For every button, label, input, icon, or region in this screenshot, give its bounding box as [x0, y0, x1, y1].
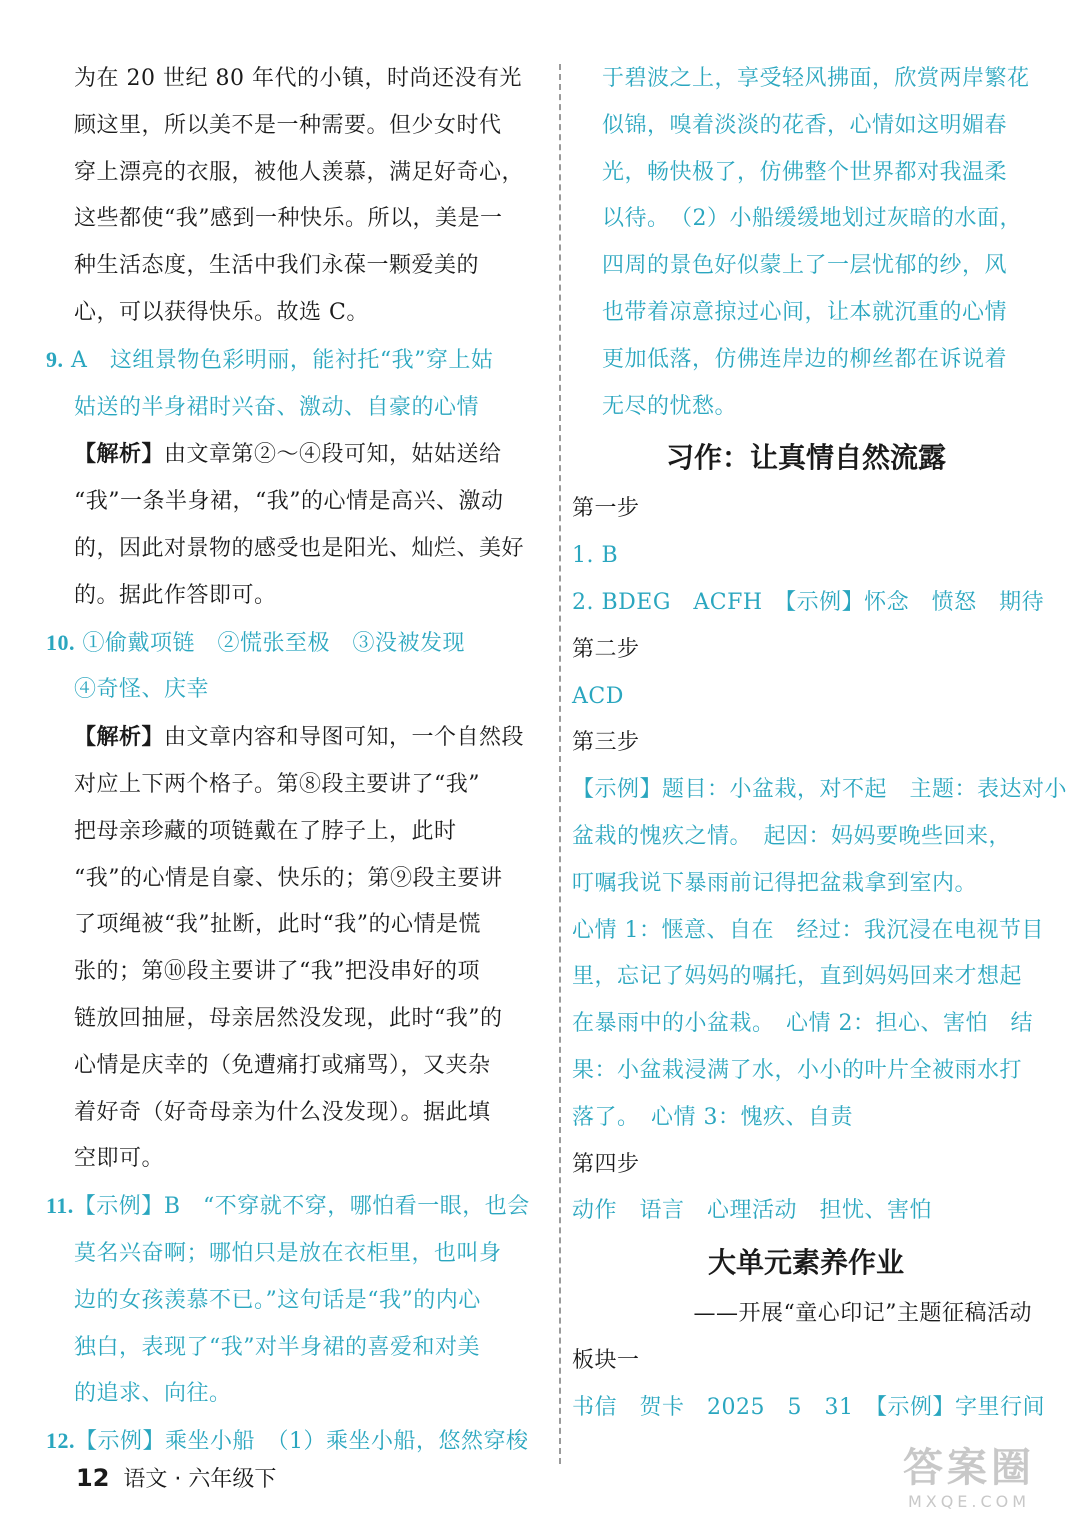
- answer-text: 以待。 （2）小船缓缓地划过灰暗的水面，: [602, 206, 1022, 232]
- answer-text: 在暴雨中的小盆栽。 心情 2：担心、害怕 结: [572, 1011, 1033, 1037]
- text-line: 为在 20 世纪 80 年代的小镇，时尚还没有光: [74, 66, 522, 91]
- answer-text: 书信 贺卡 2025 5 31: [572, 1394, 876, 1420]
- example-tag: 【示例】: [785, 589, 865, 615]
- answer-text: 盆栽的愧疚之情。 起因：妈妈要晚些回来，: [572, 823, 1012, 849]
- answer-text: 独白，表现了“我”对半身裙的喜爱和对美: [74, 1334, 480, 1360]
- step-label: 第一步: [572, 496, 640, 522]
- text-line: 顾这里，所以美不是一种需要。但少女时代: [74, 112, 502, 138]
- answer-text: 四周的景色好似蒙上了一层忧郁的纱，风: [602, 253, 1008, 279]
- answer-text: 果：小盆栽浸满了水，小小的叶片全被雨水打: [572, 1057, 1023, 1083]
- text-line: 穿上漂亮的衣服，被他人羡慕，满足好奇心，: [74, 159, 525, 185]
- q10-answer: [46, 620, 548, 668]
- q9-analysis: [74, 431, 548, 479]
- answer-text: 似锦，嗅着淡淡的花香，心情如这明媚春: [602, 112, 1008, 138]
- text-line: 这些都使“我”感到一种快乐。所以，美是一: [74, 206, 503, 232]
- answer-text: 字里行间: [955, 1394, 1046, 1420]
- answer-text: 姑送的半身裙时兴奋、激动、自豪的心情: [74, 394, 480, 420]
- text-line: 种生活态度，生活中我们永葆一颗爱美的: [74, 253, 480, 279]
- text-line: 空即可。: [74, 1146, 165, 1172]
- answer-text: 2. BDEG ACFH: [572, 589, 786, 615]
- unit-title: 大单元素养作业: [707, 1246, 904, 1280]
- answer-text: ACD: [572, 683, 624, 709]
- answer-text: ①偷戴项链 ②慌张至极 ③没被发现: [82, 630, 466, 656]
- text-line: “我”的心情是自豪、快乐的；第⑨段主要讲: [74, 865, 503, 891]
- analysis-text: 由文章第②～④段可知，姑姑送给: [164, 442, 502, 468]
- text-line: 了项绳被“我”扯断，此时“我”的心情是慌: [74, 912, 481, 938]
- answer-text: B “不穿就不穿，哪怕看一眼，也会: [163, 1194, 530, 1220]
- text-line: 张的；第⑩段主要讲了“我”把没串好的项: [74, 959, 480, 985]
- text-line: “我”一条半身裙，“我”的心情是高兴、激动: [74, 489, 504, 515]
- q10-analysis: [74, 714, 548, 762]
- answer-text: 于碧波之上，享受轻风拂面，欣赏两岸繁花: [602, 66, 1030, 91]
- text-line: 心，可以获得快乐。故选 C。: [74, 299, 369, 325]
- example-tag: 【示例】: [73, 1194, 164, 1220]
- watermark-url: MXQE.COM: [907, 1492, 1031, 1511]
- question-number: 11.: [46, 1193, 74, 1219]
- text-line: 对应上下两个格子。第⑧段主要讲了“我”: [74, 771, 480, 797]
- text-line: 的。据此作答即可。: [74, 582, 277, 608]
- text-line: 着好奇（好奇母亲为什么没发现）。据此填: [74, 1099, 491, 1125]
- block1-answer: [572, 1385, 1046, 1432]
- q9-answer: [46, 337, 548, 385]
- answer-text: 里，忘记了妈妈的嘱托，直到妈妈回来才想起: [572, 964, 1023, 990]
- page-footer: [76, 1462, 276, 1493]
- question-number: 12.: [46, 1428, 75, 1454]
- answer-text: 1. B: [572, 543, 619, 569]
- step-label: 第三步: [572, 730, 640, 756]
- example-tag: 【示例】: [875, 1394, 955, 1420]
- text-line: 把母亲珍藏的项链戴在了脖子上，此时: [74, 818, 457, 844]
- step1-answer-2: [572, 580, 1045, 627]
- answer-text: 落了。 心情 3：愧疚、自责: [572, 1104, 853, 1130]
- answer-text: 的追求、向往。: [74, 1381, 232, 1407]
- column-divider: [559, 64, 561, 1464]
- answer-text: 叮嘱我说下暴雨前记得把盆栽拿到室内。: [572, 870, 978, 896]
- question-number: 9.: [46, 346, 64, 372]
- answer-text: 怀念 愤怒 期待: [864, 589, 1045, 615]
- q12-answer: [46, 1418, 548, 1466]
- page-number: 12: [76, 1464, 110, 1492]
- answer-text: 乘坐小船 （1）乘坐小船，悠然穿梭: [165, 1429, 529, 1455]
- text-line: 的，因此对景物的感受也是阳光、灿烂、美好: [74, 535, 525, 561]
- example-tag: 【示例】: [75, 1429, 166, 1455]
- question-number: 10.: [46, 629, 75, 655]
- text-line: 心情是庆幸的（免遭痛打或痛骂），又夹杂: [74, 1052, 491, 1078]
- answer-text: ④奇怪、庆幸: [74, 677, 210, 703]
- unit-subtitle: ——开展“童心印记”主题征稿活动: [693, 1301, 1032, 1327]
- analysis-text: 由文章内容和导图可知，一个自然段: [164, 725, 525, 751]
- answer-text: 也带着凉意掠过心间，让本就沉重的心情: [602, 299, 1008, 325]
- answer-text: 边的女孩羡慕不已。”这句话是“我”的内心: [74, 1287, 481, 1313]
- subject-label: 语文 · 六年级下: [123, 1467, 277, 1492]
- answer-text: 光，畅快极了，仿佛整个世界都对我温柔: [602, 159, 1008, 185]
- answer-text: A 这组景物色彩明丽，能衬托“我”穿上姑: [71, 347, 494, 373]
- text-line: 链放回抽屉，母亲居然没发现，此时“我”的: [74, 1005, 503, 1031]
- answer-text: 莫名兴奋啊；哪怕只是放在衣柜里，也叫身: [74, 1240, 502, 1266]
- watermark: [879, 1444, 1059, 1524]
- step-label: 第四步: [572, 1151, 640, 1177]
- answer-text: 心情 1：惬意、自在 经过：我沉浸在电视节目: [572, 917, 1044, 943]
- left-column: [46, 56, 548, 1466]
- step-label: 第二步: [572, 636, 640, 662]
- answer-text: 更加低落，仿佛连岸边的柳丝都在诉说着: [602, 346, 1008, 372]
- answer-text: 动作 语言 心理活动 担忧、害怕: [572, 1198, 933, 1224]
- right-column: [572, 56, 1068, 1432]
- block-label: 板块一: [572, 1347, 640, 1373]
- watermark-text: 答案圈: [903, 1445, 1035, 1491]
- analysis-tag: 【解析】: [74, 724, 165, 751]
- section-title: 习作：让真情自然流露: [665, 441, 946, 475]
- q11-answer: [46, 1183, 548, 1231]
- analysis-tag: 【解析】: [74, 441, 165, 468]
- answer-text: 无尽的忧愁。: [602, 393, 738, 419]
- answer-text: 题目：小盆栽，对不起 主题：表达对小: [662, 777, 1068, 803]
- step3-answer: [572, 767, 1068, 814]
- example-tag: 【示例】: [572, 777, 663, 803]
